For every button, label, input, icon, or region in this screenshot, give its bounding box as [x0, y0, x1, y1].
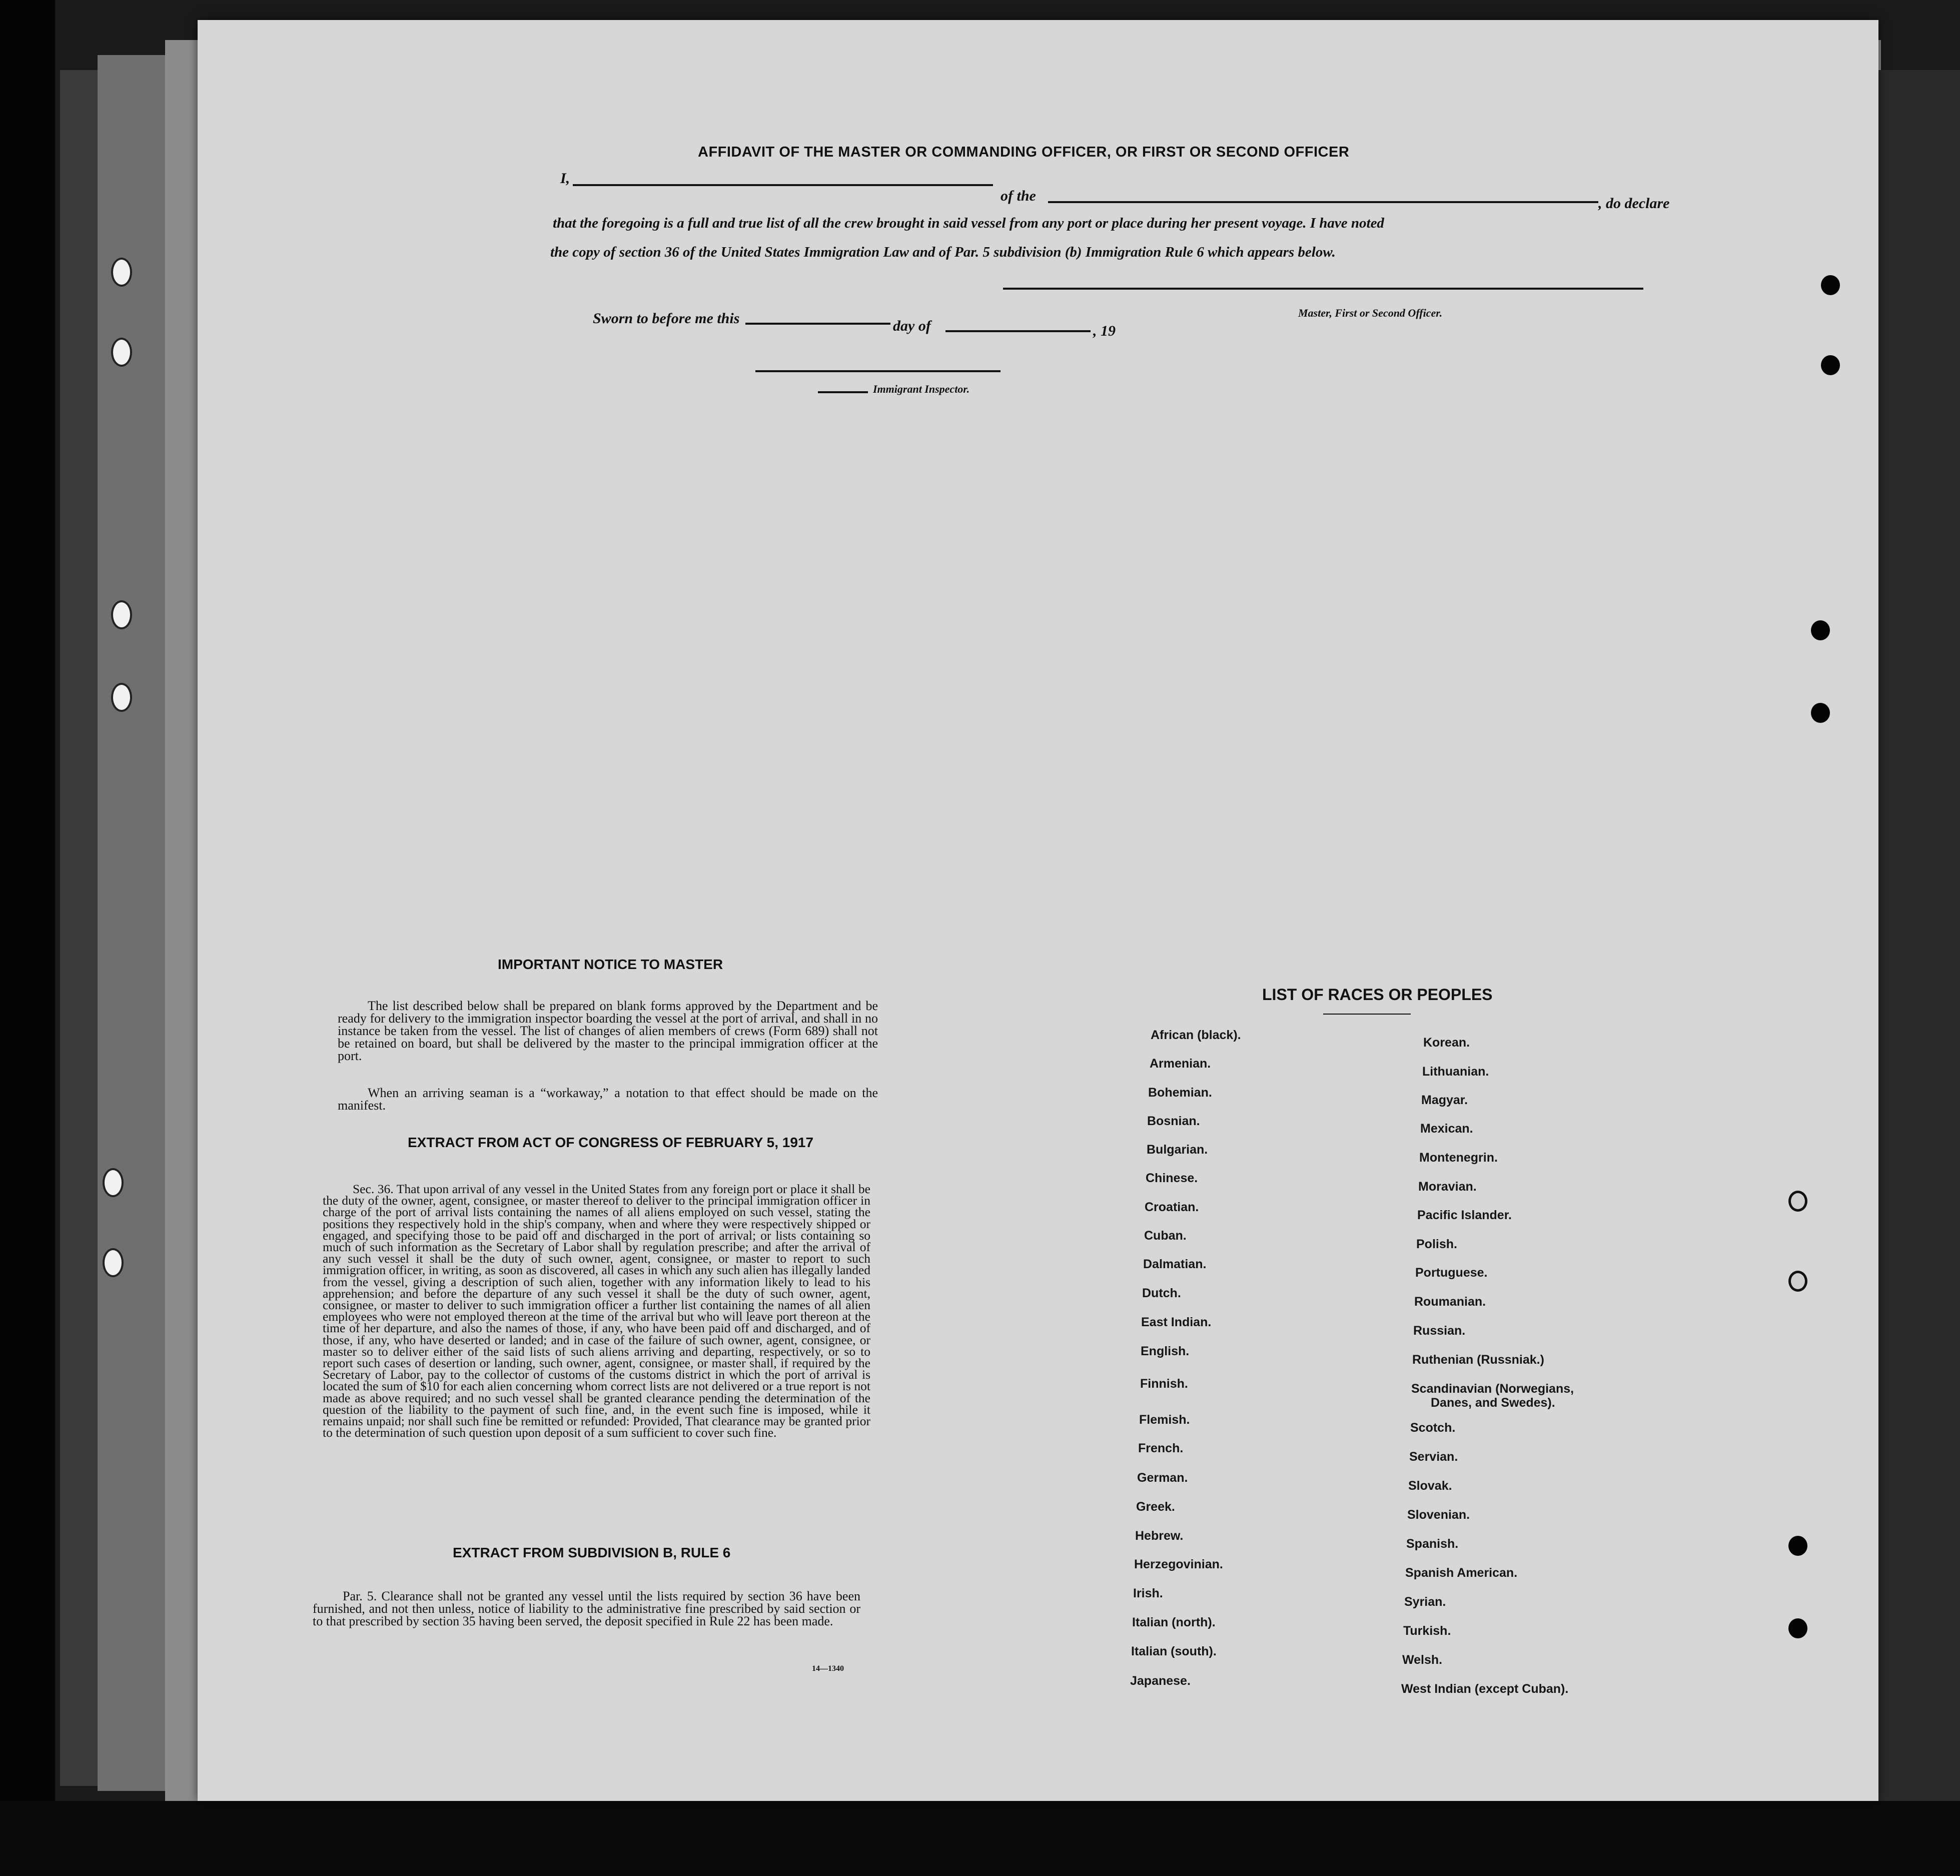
race-item: Dalmatian. [1143, 1257, 1207, 1271]
race-item: Moravian. [1418, 1180, 1477, 1194]
sworn-day-blank [745, 323, 890, 325]
notice-title: IMPORTANT NOTICE TO MASTER [498, 957, 723, 972]
race-item: Bulgarian. [1147, 1143, 1208, 1157]
race-item: Japanese. [1130, 1674, 1191, 1688]
binder-hole [1788, 1618, 1807, 1638]
extract-act-title: EXTRACT FROM ACT OF CONGRESS OF FEBRUARY 5, 1917 [408, 1135, 814, 1150]
race-item: Spanish American. [1405, 1566, 1518, 1580]
of-the-label: of the [1001, 188, 1036, 204]
race-item: Montenegrin. [1419, 1151, 1498, 1165]
race-item: African (black). [1151, 1028, 1241, 1042]
race-item: Italian (north). [1132, 1615, 1216, 1629]
race-item: Dutch. [1142, 1286, 1181, 1300]
race-item: Turkish. [1403, 1624, 1451, 1638]
race-item: Slovak. [1408, 1479, 1452, 1493]
race-item: Bohemian. [1148, 1086, 1212, 1100]
sworn-label: Sworn to before me this [593, 310, 740, 327]
inspector-label: Immigrant Inspector. [873, 383, 970, 395]
race-item: Cuban. [1144, 1229, 1187, 1243]
race-item: East Indian. [1141, 1315, 1212, 1329]
extract-rule-title: EXTRACT FROM SUBDIVISION B, RULE 6 [453, 1545, 731, 1560]
punch-hole [111, 683, 132, 712]
extract-rule-body: Par. 5. Clearance shall not be granted any vessel until the lists required by section 36 have been furnished, and not then unless, notice of liability to the administrative fine prescribed by said section or to that prescribed by section 35 having been served, the deposit specified in Rule 22 has been made. [313, 1589, 860, 1628]
races-title-underline [1323, 1014, 1411, 1015]
race-item: Bosnian. [1147, 1114, 1200, 1128]
race-item: English. [1141, 1344, 1190, 1358]
punch-hole [103, 1168, 124, 1197]
binder-hole [1821, 355, 1840, 375]
race-item: Ruthenian (Russniak.) [1412, 1353, 1544, 1367]
affidavit-line-3: the copy of section 36 of the United States Immigration Law and of Par. 5 subdivision (b) Immigration Rule 6 which appears below. [550, 244, 1336, 260]
race-item: Scotch. [1410, 1421, 1456, 1435]
inspector-signature-line [755, 370, 1001, 372]
race-item: Flemish. [1139, 1413, 1190, 1427]
affidavit-line-2: that the foregoing is a full and true list of all the crew brought in said vessel from any port or place during her present voyage. I have noted [553, 215, 1384, 231]
background-edge [0, 1801, 1960, 1876]
master-signature-label: Master, First or Second Officer. [1298, 307, 1443, 319]
race-item: Greek. [1136, 1500, 1175, 1514]
master-signature-line [1003, 288, 1643, 290]
races-title: LIST OF RACES OR PEOPLES [1262, 986, 1493, 1004]
race-item: Danes, and Swedes). [1431, 1396, 1555, 1410]
race-item: Korean. [1423, 1036, 1470, 1050]
vessel-blank [1048, 201, 1598, 203]
race-item: Mexican. [1420, 1122, 1473, 1136]
affidavit-i-label: I, [560, 170, 570, 187]
affidavit-title: AFFIDAVIT OF THE MASTER OR COMMANDING OFFICER, OR FIRST OR SECOND OFFICER [698, 144, 1350, 160]
punch-hole [111, 338, 132, 367]
race-item: Croatian. [1145, 1200, 1199, 1214]
race-item: Chinese. [1146, 1171, 1198, 1185]
race-item: Spanish. [1406, 1537, 1459, 1551]
race-item: Magyar. [1421, 1093, 1468, 1107]
punch-hole [111, 258, 132, 287]
race-item: Italian (south). [1131, 1644, 1217, 1658]
inspector-short-line [818, 391, 868, 393]
document-page [198, 20, 1878, 1801]
name-blank [573, 184, 993, 186]
declare-label: , do declare [1598, 195, 1670, 212]
binder-hole [1821, 275, 1840, 295]
year-label: , 19 [1093, 323, 1116, 339]
race-item: Herzegovinian. [1134, 1557, 1223, 1571]
notice-paragraph-1: The list described below shall be prepared on blank forms approved by the Department and be ready for delivery to the immigration inspector boarding the vessel at the port of arrival, and shall in no instance be taken from the vessel. The list of changes of alien members of crews (Form 689) shall not be retained on board, but shall be delivered by the master to the principal immigration officer at the port. [338, 999, 878, 1063]
sworn-month-blank [945, 330, 1091, 332]
punch-hole [111, 600, 132, 629]
race-item: Welsh. [1402, 1653, 1443, 1667]
day-of-label: day of [893, 318, 931, 334]
race-item: Polish. [1416, 1237, 1457, 1251]
extract-act-body: Sec. 36. That upon arrival of any vessel in the United States from any foreign port or place it shall be the duty of the owner, agent, consignee, or master thereof to deliver to the principal immigration officer in charge of the port of arrival lists containing the names of all aliens employed on such vessel, stating the positions they respectively hold in the ship's company, when and where they were respectively shipped or engaged, and specifying those to be paid off and discharged in the port of arrival; or lists containing so much of such information as the Secretary of Labor shall by regulation prescribe; and after the arrival of any such vessel it shall be the duty of such owner, agent, consignee, or master to report to such immigration officer, in writing, as soon as discovered, all cases in which any such alien has illegally landed from the vessel, giving a description of such alien, together with any information likely to lead to his apprehension; and before the departure of any such vessel it shall be the duty of such owner, agent, consignee, or master to deliver to such immigration officer a further list containing the names of all alien employees who were not employed thereon at the time of the arrival but who will leave port thereon at the time of her departure, and also the names of those, if any, who have been paid off and discharged, and of those, if any, who have deserted or landed; and in case of the failure of such owner, agent, consignee, or master so to deliver either of the said lists of such aliens arriving and departing, respectively, or so to report such cases of desertion or landing, such owner, agent, consignee, or master shall, if required by the Secretary of Labor, pay to the collector of customs of the customs district in which the port of arrival is located the sum of $10 for each alien concerning whom correct lists are not delivered or a true report is not made as above required; and no such vessel shall be granted clearance pending the determination of the question of the liability to the payment of such fine, and, in the event such fine is imposed, while it remains unpaid; nor shall such fine be remitted or refunded: Provided, That clearance may be granted prior to the determination of such question upon deposit of a sum sufficient to cover such fine. [323, 1182, 870, 1440]
binder-hole [1788, 1536, 1807, 1556]
race-item: Servian. [1409, 1450, 1458, 1464]
race-item: Irish. [1133, 1586, 1163, 1600]
race-item: Scandinavian (Norwegians, [1411, 1382, 1574, 1396]
punch-hole [103, 1248, 124, 1277]
race-item: Pacific Islander. [1417, 1208, 1512, 1222]
race-item: Slovenian. [1407, 1508, 1470, 1522]
background-shadow [1878, 70, 1960, 1811]
binder-hole [1788, 1191, 1807, 1212]
notice-paragraph-2: When an arriving seaman is a “workaway,” a notation to that effect should be made on the manifest. [338, 1086, 878, 1113]
race-item: Finnish. [1140, 1377, 1188, 1391]
race-item: Roumanian. [1414, 1295, 1486, 1309]
race-item: German. [1137, 1471, 1188, 1485]
race-item: Lithuanian. [1422, 1065, 1489, 1079]
binder-hole [1788, 1271, 1807, 1292]
race-item: Armenian. [1150, 1057, 1211, 1071]
binder-hole [1811, 620, 1830, 640]
race-item: Portuguese. [1415, 1266, 1488, 1280]
race-item: West Indian (except Cuban). [1401, 1682, 1569, 1696]
race-item: Russian. [1413, 1324, 1466, 1338]
binder-hole [1811, 703, 1830, 723]
background-edge [0, 0, 55, 1876]
form-number: 14—1340 [812, 1664, 844, 1673]
race-item: Syrian. [1404, 1595, 1446, 1609]
race-item: French. [1138, 1441, 1184, 1455]
race-item: Hebrew. [1135, 1529, 1184, 1543]
